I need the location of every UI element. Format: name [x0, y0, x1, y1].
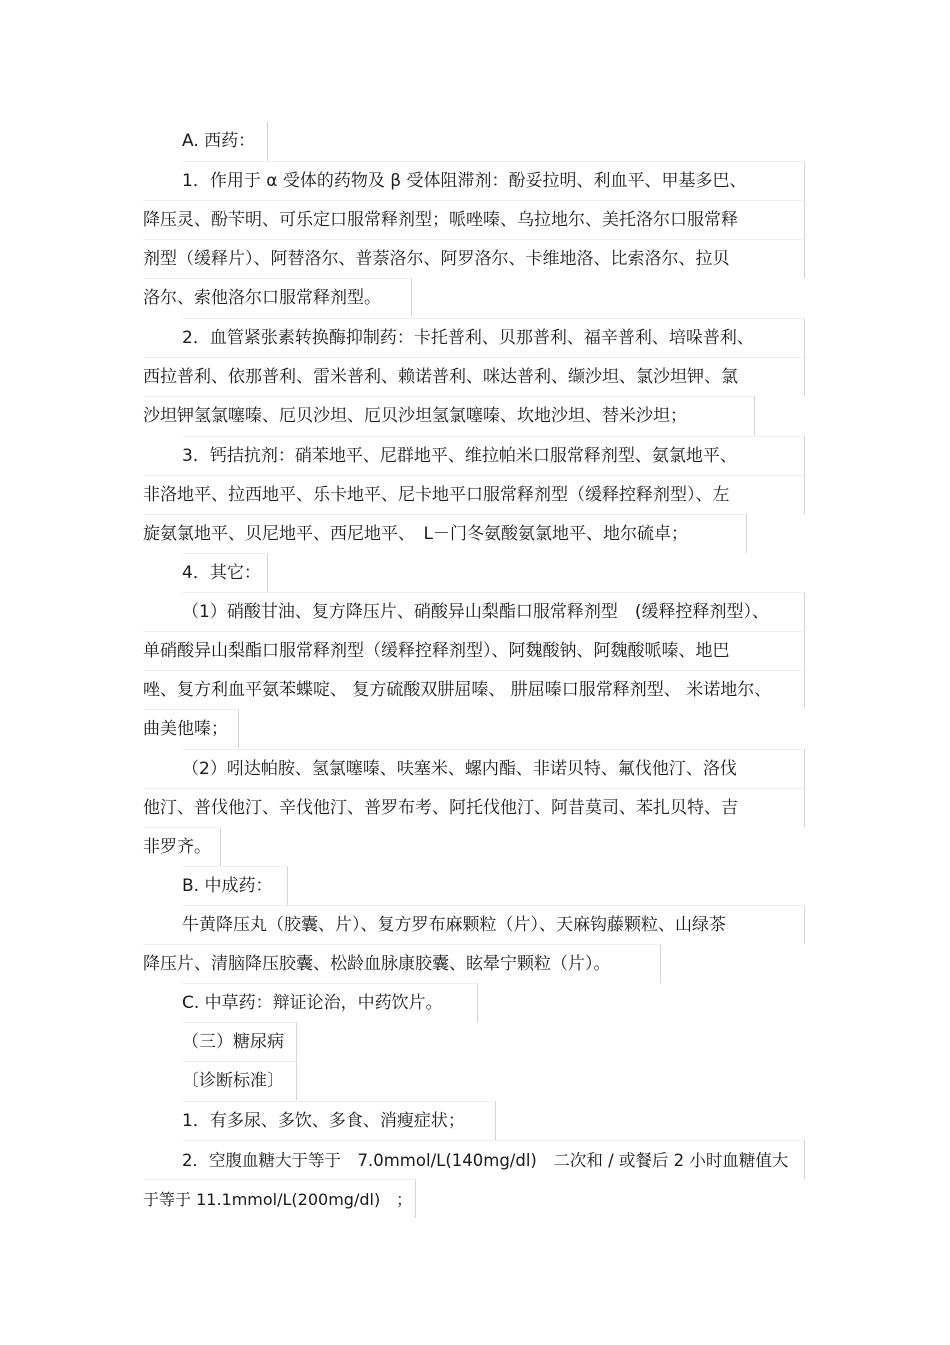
paragraph-line: 西拉普利、依那普利、雷米普利、赖诺普利、咪达普利、缬沙坦、氯沙坦钾、氯	[143, 357, 805, 396]
section-heading-western-medicine: A. 西药：	[182, 122, 268, 161]
paragraph-line: （1）硝酸甘油、复方降压片、硝酸异山梨酯口服常释剂型 (缓释控释剂型）、	[182, 592, 805, 631]
paragraph-line: 降压灵、酚苄明、可乐定口服常释剂型；哌唑嗪、乌拉地尔、美托洛尔口服常释	[143, 200, 805, 239]
paragraph-line: 洛尔、索他洛尔口服常释剂型。	[143, 278, 412, 317]
paragraph-line: 沙坦钾氢氯噻嗪、厄贝沙坦、厄贝沙坦氢氯噻嗪、坎地沙坦、替米沙坦；	[143, 396, 755, 435]
paragraph-line: 牛黄降压丸（胶囊、片）、复方罗布麻颗粒（片）、天麻钩藤颗粒、山绿茶	[182, 905, 805, 944]
paragraph-line: 非洛地平、拉西地平、乐卡地平、尼卡地平口服常释剂型（缓释控释剂型）、左	[143, 475, 805, 514]
paragraph-line: 3．钙拮抗剂：硝苯地平、尼群地平、维拉帕米口服常释剂型、氨氯地平、	[182, 436, 805, 475]
paragraph-line: 1．有多尿、多饮、多食、消瘦症状；	[182, 1101, 496, 1140]
section-heading-herbal-medicine: C. 中草药：辩证论治，中药饮片。	[182, 983, 478, 1022]
paragraph-line: 2．空腹血糖大于等于 7.0mmol/L(140mg/dl) 二次和 / 或餐后 2 小时血糖值大	[182, 1140, 805, 1179]
section-heading-chinese-patent-medicine: B. 中成药：	[182, 866, 288, 905]
section-heading-diabetes: （三）糖尿病	[182, 1022, 297, 1061]
paragraph-line: 单硝酸异山梨酯口服常释剂型（缓释控释剂型）、阿魏酸钠、阿魏酸哌嗪、地巴	[143, 631, 805, 670]
paragraph-line: 2．血管紧张素转换酶抑制药：卡托普利、贝那普利、福辛普利、培哚普利、	[182, 318, 805, 357]
paragraph-line: （2）吲达帕胺、氢氯噻嗪、呋塞米、螺内酯、非诺贝特、氟伐他汀、洛伐	[182, 749, 805, 788]
paragraph-line: 唑、复方利血平氨苯蝶啶、 复方硫酸双肼屈嗪、 肼屈嗪口服常释剂型、 米诺地尔、	[143, 670, 805, 709]
paragraph-line: 剂型（缓释片）、阿替洛尔、普萘洛尔、阿罗洛尔、卡维地洛、比索洛尔、拉贝	[143, 239, 805, 278]
paragraph-line: 4．其它：	[182, 553, 268, 592]
paragraph-line: 曲美他嗪；	[143, 709, 239, 748]
paragraph-line: 旋氨氯地平、贝尼地平、西尼地平、 L－门冬氨酸氨氯地平、地尔硫卓；	[143, 514, 747, 553]
paragraph-line: 于等于 11.1mmol/L(200mg/dl) ；	[143, 1179, 416, 1218]
paragraph-line: 1．作用于 α 受体的药物及 β 受体阻滞剂：酚妥拉明、利血平、甲基多巴、	[182, 161, 805, 200]
section-heading-diagnostic-criteria: 〔诊断标准〕	[182, 1061, 297, 1100]
paragraph-line: 降压片、清脑降压胶囊、松龄血脉康胶囊、眩晕宁颗粒（片）。	[143, 944, 661, 983]
paragraph-line: 他汀、普伐他汀、辛伐他汀、普罗布考、阿托伐他汀、阿昔莫司、苯扎贝特、吉	[143, 788, 805, 827]
paragraph-line: 非罗齐。	[143, 827, 221, 866]
